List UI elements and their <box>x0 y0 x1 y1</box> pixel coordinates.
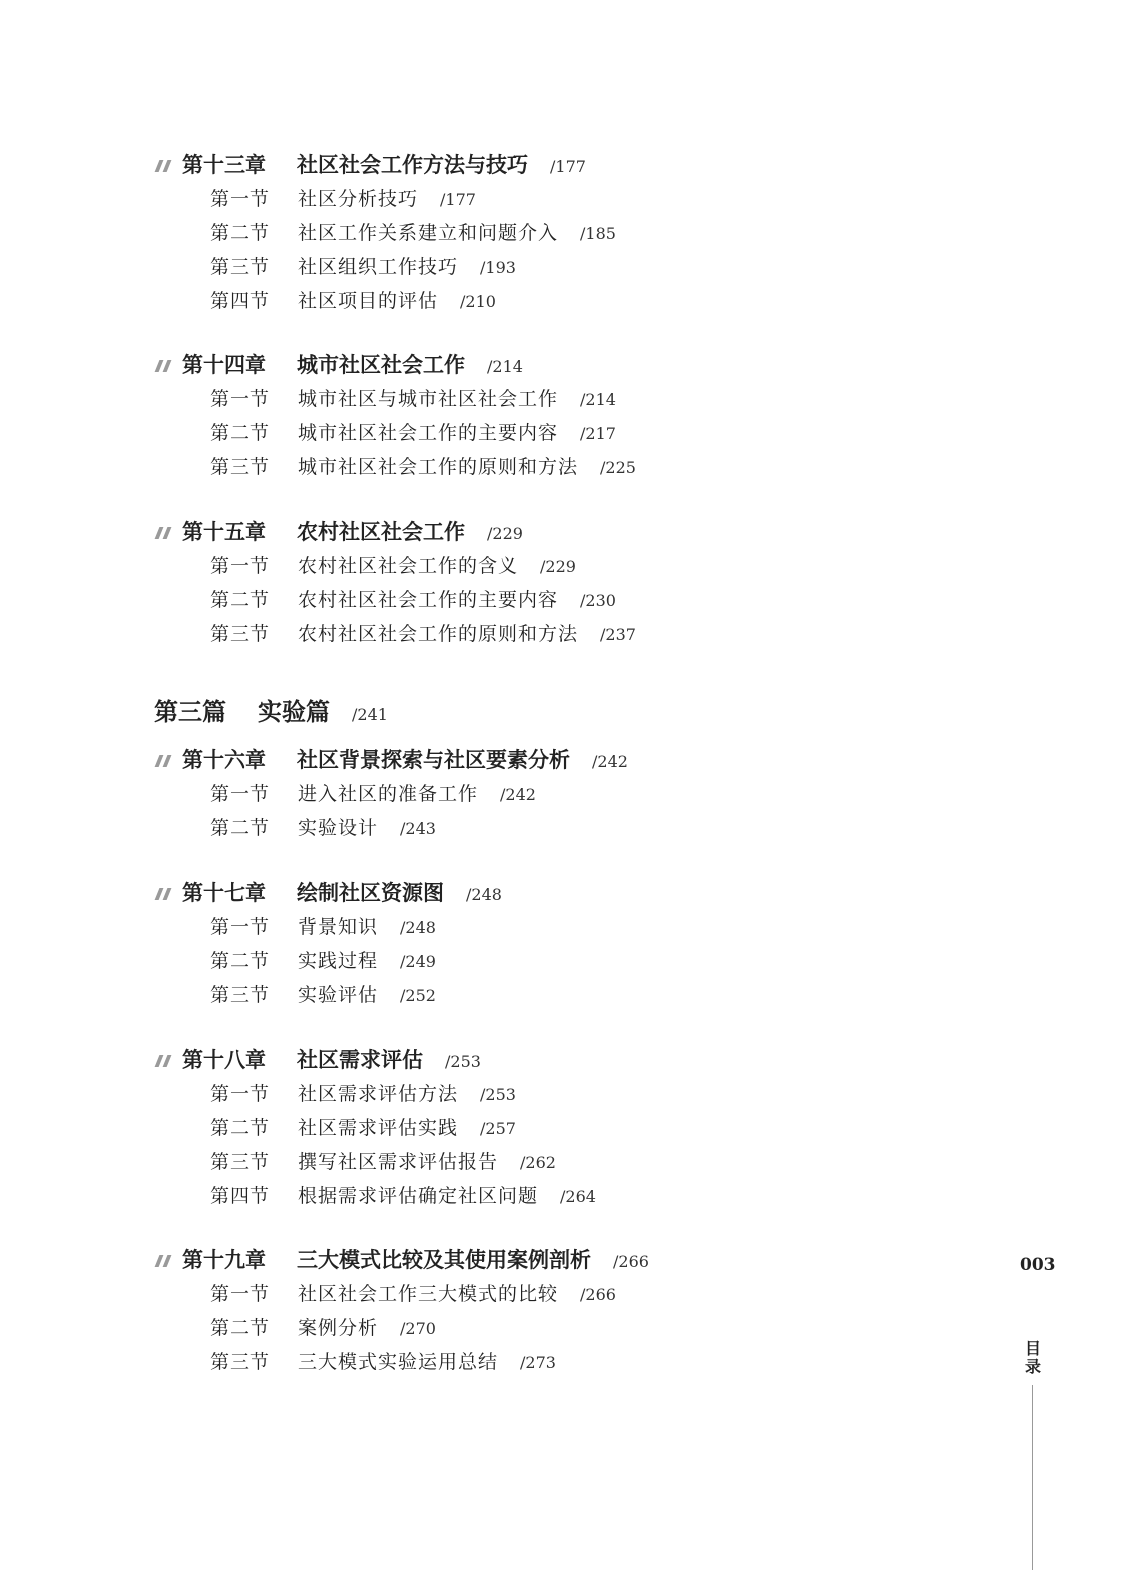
section-number: 第四节 <box>210 290 271 312</box>
section-title: 三大模式实验运用总结 <box>298 1351 499 1373</box>
toc-section <box>210 619 636 649</box>
chapter-marker-icon <box>154 1254 176 1268</box>
page-ref: /248 <box>466 885 502 904</box>
page-ref: /185 <box>580 224 616 243</box>
section-number: 第三节 <box>210 984 271 1006</box>
page-ref: /217 <box>580 424 616 443</box>
section-number: 第三节 <box>210 456 271 478</box>
chapter-title: 社区社会工作方法与技巧 <box>297 152 528 177</box>
page-ref: /249 <box>400 952 436 971</box>
toc-section <box>210 551 576 581</box>
chapter-number: 第十三章 <box>182 152 266 177</box>
chapter-number: 第十四章 <box>182 352 266 377</box>
toc-section <box>210 1181 596 1211</box>
section-title: 实验评估 <box>298 984 379 1006</box>
chapter-marker-icon <box>154 1054 176 1068</box>
toc-section <box>210 1313 436 1343</box>
toc-section <box>210 418 616 448</box>
toc-section <box>210 1347 556 1377</box>
section-title: 背景知识 <box>298 916 379 938</box>
section-number: 第二节 <box>210 589 271 611</box>
section-number: 第三节 <box>210 256 271 278</box>
section-number: 第二节 <box>210 1317 271 1339</box>
chapter-number: 第十八章 <box>182 1047 266 1072</box>
section-title: 社区项目的评估 <box>298 290 439 312</box>
page-ref: /237 <box>600 625 636 644</box>
toc-chapter <box>154 150 586 180</box>
chapter-marker-icon <box>154 887 176 901</box>
chapter-number: 第十五章 <box>182 519 266 544</box>
chapter-title: 社区背景探索与社区要素分析 <box>297 747 570 772</box>
toc-section <box>210 912 436 942</box>
section-number: 第一节 <box>210 1083 271 1105</box>
page-ref: /264 <box>560 1187 596 1206</box>
toc-section <box>210 1113 516 1143</box>
toc-section <box>210 252 516 282</box>
toc-chapter <box>154 745 628 775</box>
toc-section <box>210 1079 516 1109</box>
page-ref: /252 <box>400 986 436 1005</box>
page-ref: /242 <box>500 785 536 804</box>
page-number: 003 <box>1020 1255 1056 1275</box>
page-ref: /248 <box>400 918 436 937</box>
section-number: 第一节 <box>210 783 271 805</box>
chapter-marker-icon <box>154 526 176 540</box>
page-ref: /241 <box>352 705 388 724</box>
part-number: 第三篇 <box>154 697 226 726</box>
page-ref: /266 <box>580 1285 616 1304</box>
toc-section <box>210 585 616 615</box>
section-title: 社区工作关系建立和问题介入 <box>298 222 559 244</box>
section-title: 农村社区社会工作的含义 <box>298 555 519 577</box>
page-ref: /177 <box>440 190 476 209</box>
section-title: 实验设计 <box>298 817 379 839</box>
chapter-title: 城市社区社会工作 <box>297 352 465 377</box>
margin-rule <box>1032 1385 1033 1570</box>
section-title: 社区需求评估方法 <box>298 1083 459 1105</box>
page-ref: /253 <box>480 1085 516 1104</box>
chapter-number: 第十九章 <box>182 1247 266 1272</box>
section-title: 城市社区社会工作的主要内容 <box>298 422 559 444</box>
chapter-number: 第十七章 <box>182 880 266 905</box>
section-number: 第三节 <box>210 1351 271 1373</box>
section-number: 第二节 <box>210 950 271 972</box>
section-number: 第一节 <box>210 388 271 410</box>
toc-section <box>210 384 616 414</box>
chapter-marker-icon <box>154 159 176 173</box>
section-number: 第一节 <box>210 1283 271 1305</box>
section-title: 案例分析 <box>298 1317 379 1339</box>
page-ref: /210 <box>460 292 496 311</box>
chapter-title: 社区需求评估 <box>297 1047 423 1072</box>
toc-section <box>210 779 536 809</box>
chapter-title: 三大模式比较及其使用案例剖析 <box>297 1247 591 1272</box>
section-title: 进入社区的准备工作 <box>298 783 479 805</box>
page-ref: /177 <box>550 157 586 176</box>
chapter-title: 绘制社区资源图 <box>297 880 444 905</box>
page-ref: /230 <box>580 591 616 610</box>
section-number: 第三节 <box>210 623 271 645</box>
section-title: 社区社会工作三大模式的比较 <box>298 1283 559 1305</box>
toc-section <box>210 286 496 316</box>
page-ref: /229 <box>487 524 523 543</box>
section-number: 第一节 <box>210 188 271 210</box>
toc-chapter <box>154 350 523 380</box>
page-ref: /242 <box>592 752 628 771</box>
toc-chapter <box>154 517 523 547</box>
toc-section <box>210 452 636 482</box>
chapter-number: 第十六章 <box>182 747 266 772</box>
chapter-marker-icon <box>154 359 176 373</box>
section-title: 城市社区与城市社区社会工作 <box>298 388 559 410</box>
page-ref: /273 <box>520 1353 556 1372</box>
page-ref: /214 <box>487 357 523 376</box>
section-title: 农村社区社会工作的主要内容 <box>298 589 559 611</box>
section-number: 第三节 <box>210 1151 271 1173</box>
toc-section <box>210 184 476 214</box>
section-number: 第二节 <box>210 422 271 444</box>
toc-section <box>210 218 616 248</box>
section-number: 第二节 <box>210 1117 271 1139</box>
chapter-marker-icon <box>154 754 176 768</box>
toc-section <box>210 946 436 976</box>
section-title: 根据需求评估确定社区问题 <box>298 1185 539 1207</box>
page-ref: /214 <box>580 390 616 409</box>
section-number: 第一节 <box>210 555 271 577</box>
page-ref: /225 <box>600 458 636 477</box>
toc-section <box>210 1279 616 1309</box>
page-ref: /266 <box>613 1252 649 1271</box>
running-header-label: 目录 <box>1024 1339 1041 1376</box>
section-title: 实践过程 <box>298 950 379 972</box>
toc-section <box>210 980 436 1010</box>
section-title: 社区需求评估实践 <box>298 1117 459 1139</box>
page-ref: /193 <box>480 258 516 277</box>
section-number: 第二节 <box>210 817 271 839</box>
section-number: 第一节 <box>210 916 271 938</box>
toc-section <box>210 813 436 843</box>
section-title: 城市社区社会工作的原则和方法 <box>298 456 579 478</box>
page-ref: /270 <box>400 1319 436 1338</box>
page-ref: /229 <box>540 557 576 576</box>
part-title: 实验篇 <box>258 697 330 726</box>
toc-chapter <box>154 1045 481 1075</box>
section-title: 社区分析技巧 <box>298 188 419 210</box>
section-title: 社区组织工作技巧 <box>298 256 459 278</box>
toc-part <box>154 695 388 729</box>
chapter-title: 农村社区社会工作 <box>297 519 465 544</box>
toc-section <box>210 1147 556 1177</box>
page-ref: /262 <box>520 1153 556 1172</box>
page-ref: /243 <box>400 819 436 838</box>
section-number: 第二节 <box>210 222 271 244</box>
page-ref: /253 <box>445 1052 481 1071</box>
page-ref: /257 <box>480 1119 516 1138</box>
toc-chapter <box>154 878 502 908</box>
section-title: 农村社区社会工作的原则和方法 <box>298 623 579 645</box>
toc-chapter <box>154 1245 649 1275</box>
section-number: 第四节 <box>210 1185 271 1207</box>
section-title: 撰写社区需求评估报告 <box>298 1151 499 1173</box>
